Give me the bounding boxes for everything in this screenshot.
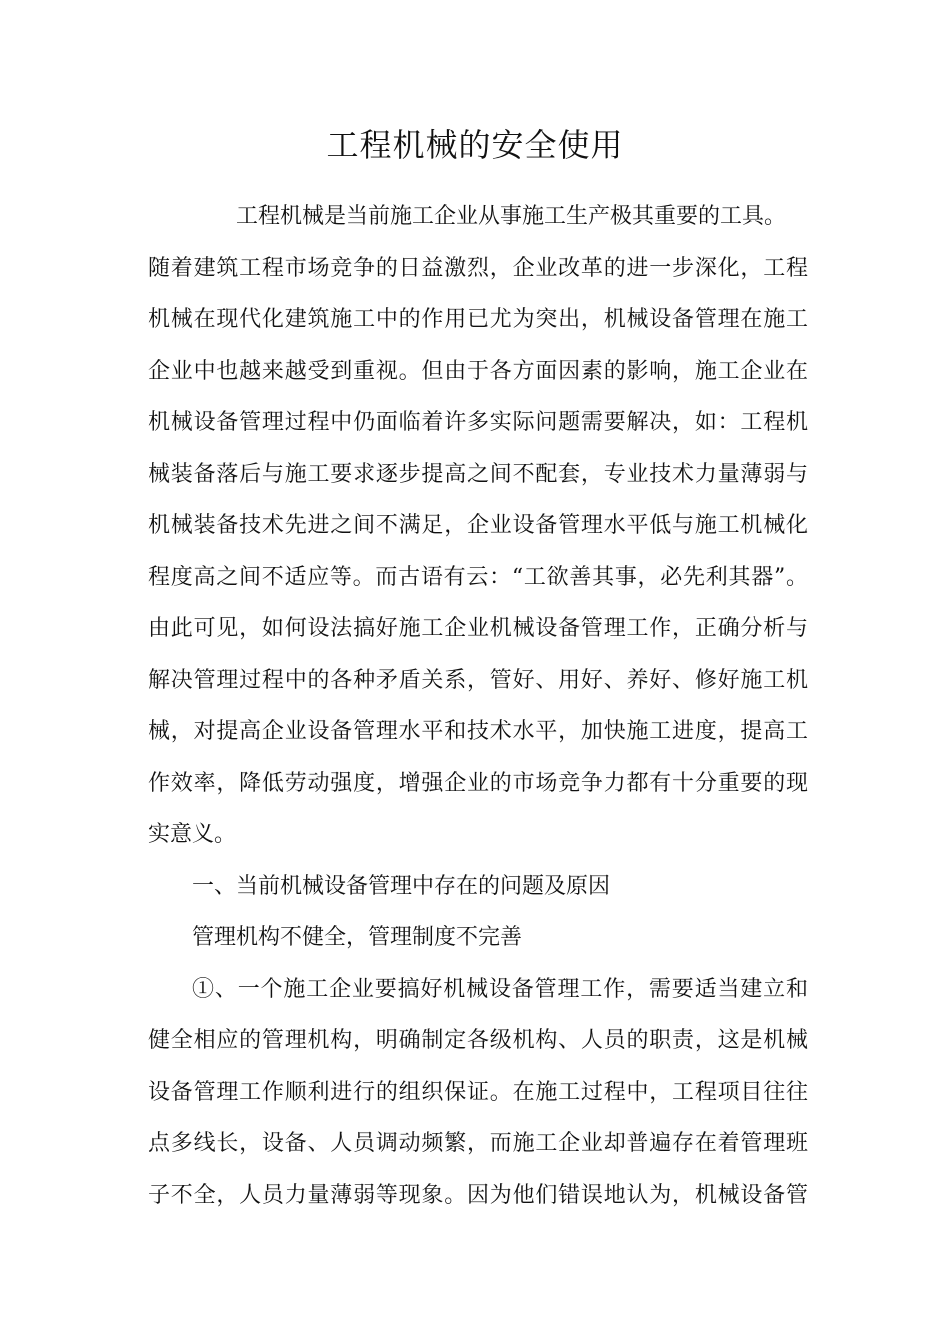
section-heading: 一、当前机械设备管理中存在的问题及原因 [192,873,611,899]
paragraph-line: 子不全，人员力量薄弱等现象。因为他们错误地认为，机械设备管 [148,1182,808,1208]
paragraph-line: 机械装备技术先进之间不满足，企业设备管理水平低与施工机械化 [148,513,808,538]
paragraph-line: 机械在现代化建筑施工中的作用已尤为突出，机械设备管理在施工 [148,307,808,332]
paragraph-line: 械装备落后与施工要求逐步提高之间不配套，专业技术力量薄弱与 [148,461,808,487]
paragraph-line: 健全相应的管理机构，明确制定各级机构、人员的职责，这是机械 [148,1028,808,1053]
paragraph-line: 作效率，降低劳动强度，增强企业的市场竞争力都有十分重要的现 [148,770,808,796]
paragraph-line: ①、一个施工企业要搞好机械设备管理工作，需要适当建立和 [192,976,808,1002]
document-body [148,191,808,1221]
paragraph-line: 设备管理工作顺利进行的组织保证。在施工过程中，工程项目往往 [148,1079,808,1105]
subsection-heading: 管理机构不健全，管理制度不完善 [192,925,523,950]
paragraph-line: 由此可见，如何设法搞好施工企业机械设备管理工作，正确分析与 [148,616,808,641]
paragraph-line: 解决管理过程中的各种矛盾关系，管好、用好、养好、修好施工机 [148,667,808,693]
paragraph-line: 程度高之间不适应等。而古语有云：“工欲善其事，必先利其器”。 [148,564,808,590]
document-title: 工程机械的安全使用 [326,126,624,164]
paragraph-line: 工程机械是当前施工企业从事施工生产极其重要的工具。 [236,204,787,229]
paragraph-line: 企业中也越来越受到重视。但由于各方面因素的影响，施工企业在 [148,358,808,384]
paragraph-line: 机械设备管理过程中仍面临着许多实际问题需要解决，如：工程机 [148,410,808,435]
paragraph-line: 点多线长，设备、人员调动频繁，而施工企业却普遍存在着管理班 [148,1131,808,1156]
paragraph-line: 械，对提高企业设备管理水平和技术水平，加快施工进度，提高工 [148,719,808,744]
paragraph-line: 实意义。 [148,822,237,847]
paragraph-line: 随着建筑工程市场竞争的日益激烈，企业改革的进一步深化，工程 [148,255,808,281]
